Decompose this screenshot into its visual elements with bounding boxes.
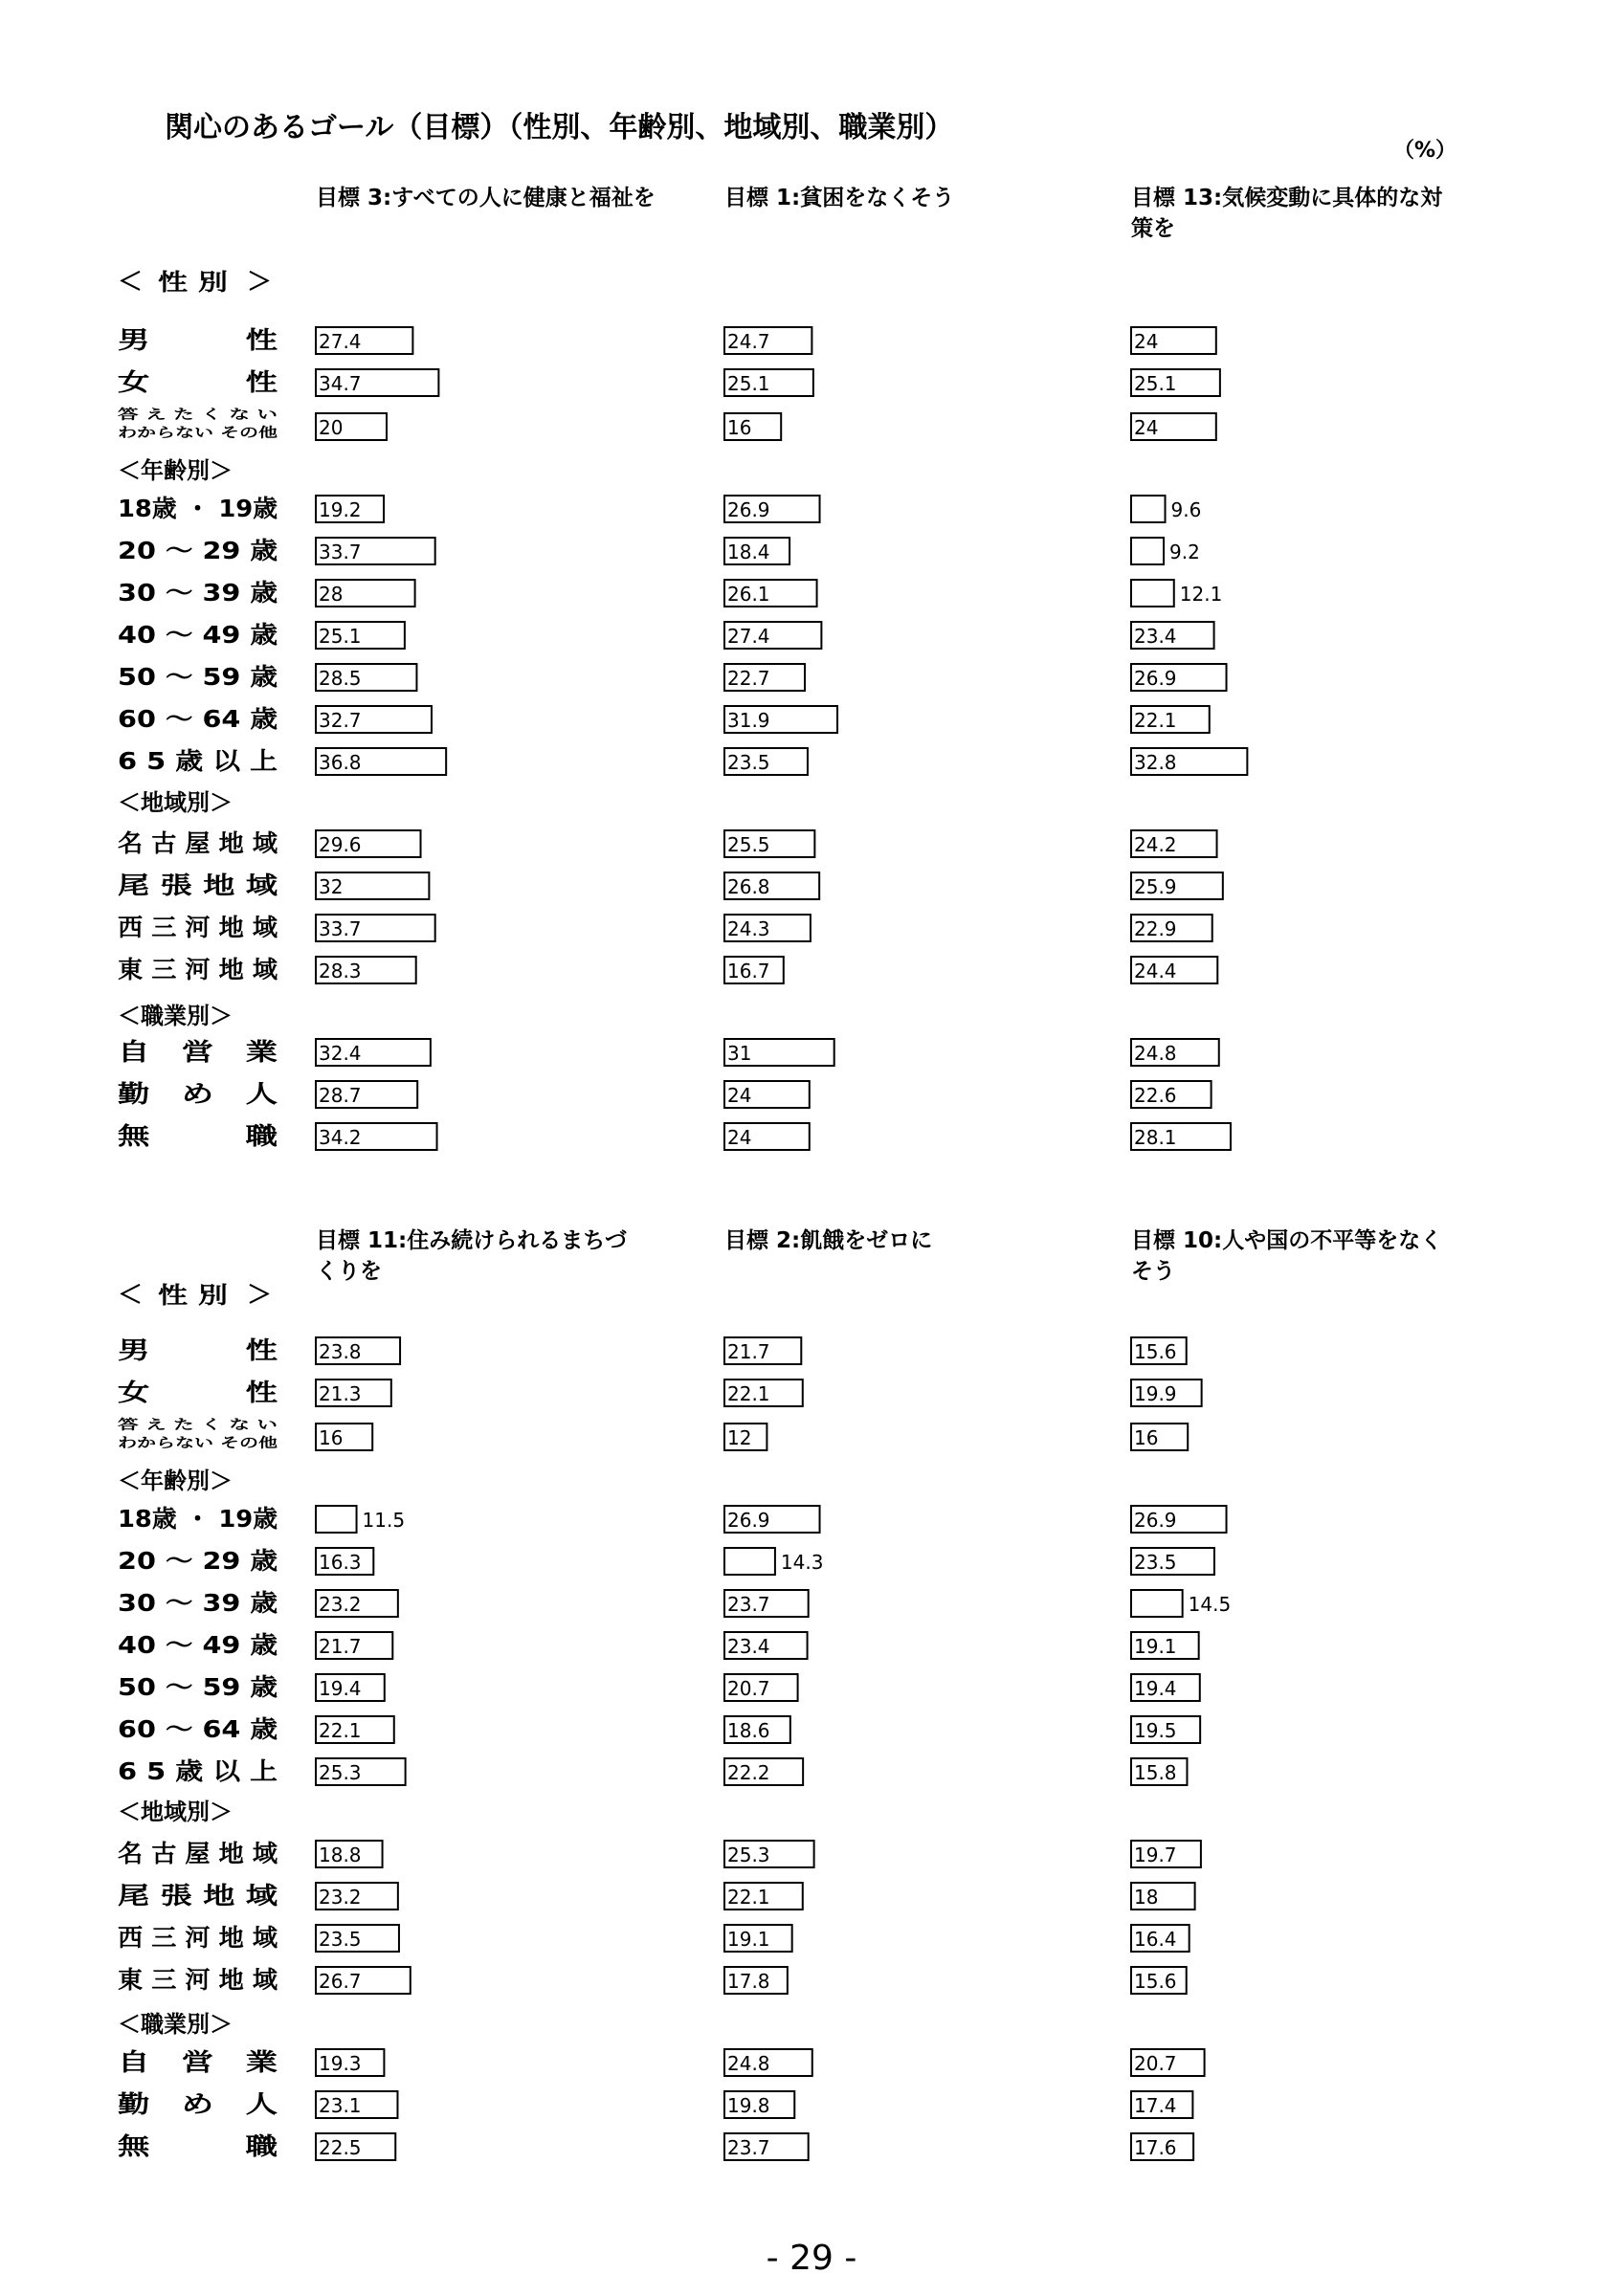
data-label: 17.6 <box>1134 2136 1177 2159</box>
row-label: 60 ～ 64 歳 <box>118 705 278 733</box>
series-name: 目標 2:飢餓をゼロに <box>724 1228 933 1253</box>
data-label: 20.7 <box>727 1677 770 1700</box>
page-number: - 29 - <box>766 2239 857 2278</box>
section-title: 性 別 <box>158 269 228 296</box>
data-label: 23.4 <box>1134 625 1177 648</box>
data-label: 16.3 <box>319 1551 362 1574</box>
row-label: 無 職 <box>118 1122 278 1150</box>
data-label: 26.1 <box>727 583 770 606</box>
section-title: 性 別 <box>158 1282 228 1309</box>
data-label: 15.6 <box>1134 1970 1177 1993</box>
series-name: 目標 11:住み続けられるまちづ <box>316 1228 627 1253</box>
row-label: 答 え た く な い <box>118 1418 222 1433</box>
data-label: 24.8 <box>1134 1042 1177 1065</box>
data-label: 28.5 <box>319 667 362 690</box>
data-label: 23.5 <box>319 1928 362 1951</box>
data-label: 19.2 <box>319 498 362 521</box>
data-label: 19.5 <box>1134 1719 1177 1742</box>
row-label: 男 性 <box>118 1336 278 1364</box>
data-label: 23.1 <box>319 2094 362 2117</box>
data-label: 28.7 <box>319 1084 362 1107</box>
data-label: 24.3 <box>727 917 770 940</box>
data-label: 18 <box>1134 1886 1159 1909</box>
data-label: 22.7 <box>727 667 770 690</box>
data-label: 14.5 <box>1188 1593 1232 1616</box>
row-label: 勤 め 人 <box>118 2090 278 2118</box>
data-label: 23.4 <box>727 1635 770 1658</box>
section-title: ＞ <box>247 268 273 297</box>
row-label: 40 ～ 49 歳 <box>118 621 278 649</box>
bar <box>724 1548 775 1575</box>
data-label: 32 <box>319 875 344 898</box>
data-label: 16.4 <box>1134 1928 1177 1951</box>
data-label: 22.1 <box>727 1886 770 1909</box>
data-label: 28 <box>319 583 344 606</box>
data-label: 31 <box>727 1042 752 1065</box>
data-label: 19.8 <box>727 2094 770 2117</box>
data-label: 20 <box>319 416 344 439</box>
row-label: 自 営 業 <box>118 1038 278 1066</box>
data-label: 34.2 <box>319 1126 362 1149</box>
row-label: 6 5 歳 以 上 <box>118 1757 278 1785</box>
data-label: 33.7 <box>319 917 362 940</box>
data-label: 25.1 <box>727 372 770 395</box>
section-title: ＞ <box>247 1281 273 1310</box>
section-title: ＜年齢別＞ <box>118 1468 233 1494</box>
data-label: 26.9 <box>1134 667 1177 690</box>
series-name: 策を <box>1131 216 1175 241</box>
data-label: 25.5 <box>727 833 770 856</box>
data-label: 24.8 <box>727 2052 770 2075</box>
unit-label: （%） <box>1393 139 1457 163</box>
row-label: 6 5 歳 以 上 <box>118 747 278 775</box>
row-label: 名 古 屋 地 域 <box>118 1840 279 1867</box>
row-label: 東 三 河 地 域 <box>118 1966 279 1994</box>
data-label: 27.4 <box>727 625 770 648</box>
data-label: 26.7 <box>319 1970 362 1993</box>
row-label: 名 古 屋 地 域 <box>118 829 279 857</box>
data-label: 23.5 <box>1134 1551 1177 1574</box>
data-label: 32.4 <box>319 1042 362 1065</box>
row-label: 30 ～ 39 歳 <box>118 1589 278 1617</box>
row-label: 無 職 <box>118 2132 278 2160</box>
data-label: 23.7 <box>727 2136 770 2159</box>
data-label: 9.6 <box>1170 498 1202 521</box>
data-label: 24.4 <box>1134 960 1177 982</box>
data-label: 17.4 <box>1134 2094 1177 2117</box>
row-label: わからない その他 <box>118 1436 230 1451</box>
data-label: 34.7 <box>319 372 362 395</box>
data-label: 28.1 <box>1134 1126 1177 1149</box>
row-label: 20 ～ 29 歳 <box>118 537 278 564</box>
data-label: 22.6 <box>1134 1084 1177 1107</box>
data-label: 31.9 <box>727 709 770 732</box>
data-label: 23.5 <box>727 751 770 774</box>
data-label: 16 <box>727 416 752 439</box>
data-label: 19.3 <box>319 2052 362 2075</box>
bar <box>1131 496 1166 522</box>
data-label: 22.2 <box>727 1761 770 1784</box>
row-label: 男 性 <box>118 326 278 354</box>
row-label: 18歳 ・ 19歳 <box>118 495 278 522</box>
data-label: 24.2 <box>1134 833 1177 856</box>
data-label: 36.8 <box>319 751 362 774</box>
row-label: 20 ～ 29 歳 <box>118 1547 278 1575</box>
section-title: ＜地域別＞ <box>118 1799 233 1825</box>
row-label: 40 ～ 49 歳 <box>118 1631 278 1659</box>
row-label: 勤 め 人 <box>118 1080 278 1108</box>
data-label: 20.7 <box>1134 2052 1177 2075</box>
section-title: ＜年齢別＞ <box>118 457 233 484</box>
data-label: 12 <box>727 1426 752 1449</box>
section-title: ＜職業別＞ <box>118 2011 233 2038</box>
series-name: 目標 10:人や国の不平等をなく <box>1131 1228 1443 1253</box>
data-label: 22.9 <box>1134 917 1177 940</box>
section-title: ＜ <box>118 268 144 297</box>
data-label: 23.2 <box>319 1886 362 1909</box>
data-label: 24.7 <box>727 330 770 353</box>
row-label: 50 ～ 59 歳 <box>118 1673 278 1701</box>
data-label: 25.3 <box>319 1761 362 1784</box>
data-label: 19.7 <box>1134 1843 1177 1866</box>
data-label: 24 <box>1134 330 1159 353</box>
page-title: 関心のあるゴール（目標）（性別、年齢別、地域別、職業別） <box>165 111 954 144</box>
row-label: 尾 張 地 域 <box>118 1882 279 1910</box>
series-name: 目標 3:すべての人に健康と福祉を <box>316 186 656 210</box>
data-label: 22.1 <box>727 1382 770 1405</box>
data-label: 24 <box>727 1126 752 1149</box>
row-label: 女 性 <box>118 368 278 396</box>
row-label: 30 ～ 39 歳 <box>118 579 278 607</box>
data-label: 19.1 <box>727 1928 770 1951</box>
data-label: 14.3 <box>780 1551 824 1574</box>
series-name: 目標 1:貧困をなくそう <box>724 186 955 210</box>
data-label: 16.7 <box>727 960 770 982</box>
row-label: 自 営 業 <box>118 2048 278 2076</box>
series-name: そう <box>1131 1259 1175 1284</box>
data-label: 32.8 <box>1134 751 1177 774</box>
data-label: 24 <box>727 1084 752 1107</box>
data-label: 19.1 <box>1134 1635 1177 1658</box>
data-label: 27.4 <box>319 330 362 353</box>
data-label: 23.8 <box>319 1340 362 1363</box>
data-label: 25.3 <box>727 1843 770 1866</box>
data-label: 23.7 <box>727 1593 770 1616</box>
data-label: 21.3 <box>319 1382 362 1405</box>
row-label: 60 ～ 64 歳 <box>118 1715 278 1743</box>
data-label: 18.4 <box>727 541 770 563</box>
data-label: 25.9 <box>1134 875 1177 898</box>
data-label: 16 <box>1134 1426 1159 1449</box>
section-title: ＜地域別＞ <box>118 789 233 816</box>
data-label: 25.1 <box>319 625 362 648</box>
data-label: 26.9 <box>1134 1509 1177 1532</box>
data-label: 19.9 <box>1134 1382 1177 1405</box>
row-label: 答 え た く な い <box>118 408 222 423</box>
series-name: 目標 13:気候変動に具体的な対 <box>1131 186 1443 210</box>
data-label: 26.9 <box>727 498 770 521</box>
data-label: 17.8 <box>727 1970 770 1993</box>
data-label: 12.1 <box>1179 583 1223 606</box>
data-label: 32.7 <box>319 709 362 732</box>
data-label: 18.8 <box>319 1843 362 1866</box>
data-label: 18.6 <box>727 1719 770 1742</box>
bar <box>1131 1590 1183 1617</box>
row-label: 女 性 <box>118 1379 278 1406</box>
data-label: 11.5 <box>362 1509 406 1532</box>
data-label: 19.4 <box>1134 1677 1177 1700</box>
row-label: 50 ～ 59 歳 <box>118 663 278 691</box>
bar <box>1131 580 1174 607</box>
row-label: 西 三 河 地 域 <box>118 914 279 941</box>
data-label: 28.3 <box>319 960 362 982</box>
data-label: 19.4 <box>319 1677 362 1700</box>
data-label: 22.1 <box>319 1719 362 1742</box>
row-label: 18歳 ・ 19歳 <box>118 1505 278 1533</box>
row-label: 西 三 河 地 域 <box>118 1924 279 1952</box>
data-label: 22.1 <box>1134 709 1177 732</box>
series-name: くりを <box>316 1259 382 1284</box>
data-label: 23.2 <box>319 1593 362 1616</box>
data-label: 16 <box>319 1426 344 1449</box>
data-label: 9.2 <box>1169 541 1200 563</box>
row-label: 東 三 河 地 域 <box>118 956 279 983</box>
data-label: 22.5 <box>319 2136 362 2159</box>
bar <box>1131 538 1164 564</box>
bar <box>316 1506 357 1533</box>
data-label: 26.9 <box>727 1509 770 1532</box>
data-label: 24 <box>1134 416 1159 439</box>
data-label: 21.7 <box>727 1340 770 1363</box>
section-title: ＜職業別＞ <box>118 1003 233 1029</box>
row-label: 尾 張 地 域 <box>118 872 279 899</box>
data-label: 15.8 <box>1134 1761 1177 1784</box>
data-label: 21.7 <box>319 1635 362 1658</box>
row-label: わからない その他 <box>118 426 230 441</box>
data-label: 29.6 <box>319 833 362 856</box>
data-label: 26.8 <box>727 875 770 898</box>
section-title: ＜ <box>118 1281 144 1310</box>
data-label: 25.1 <box>1134 372 1177 395</box>
data-label: 15.6 <box>1134 1340 1177 1363</box>
data-label: 33.7 <box>319 541 362 563</box>
